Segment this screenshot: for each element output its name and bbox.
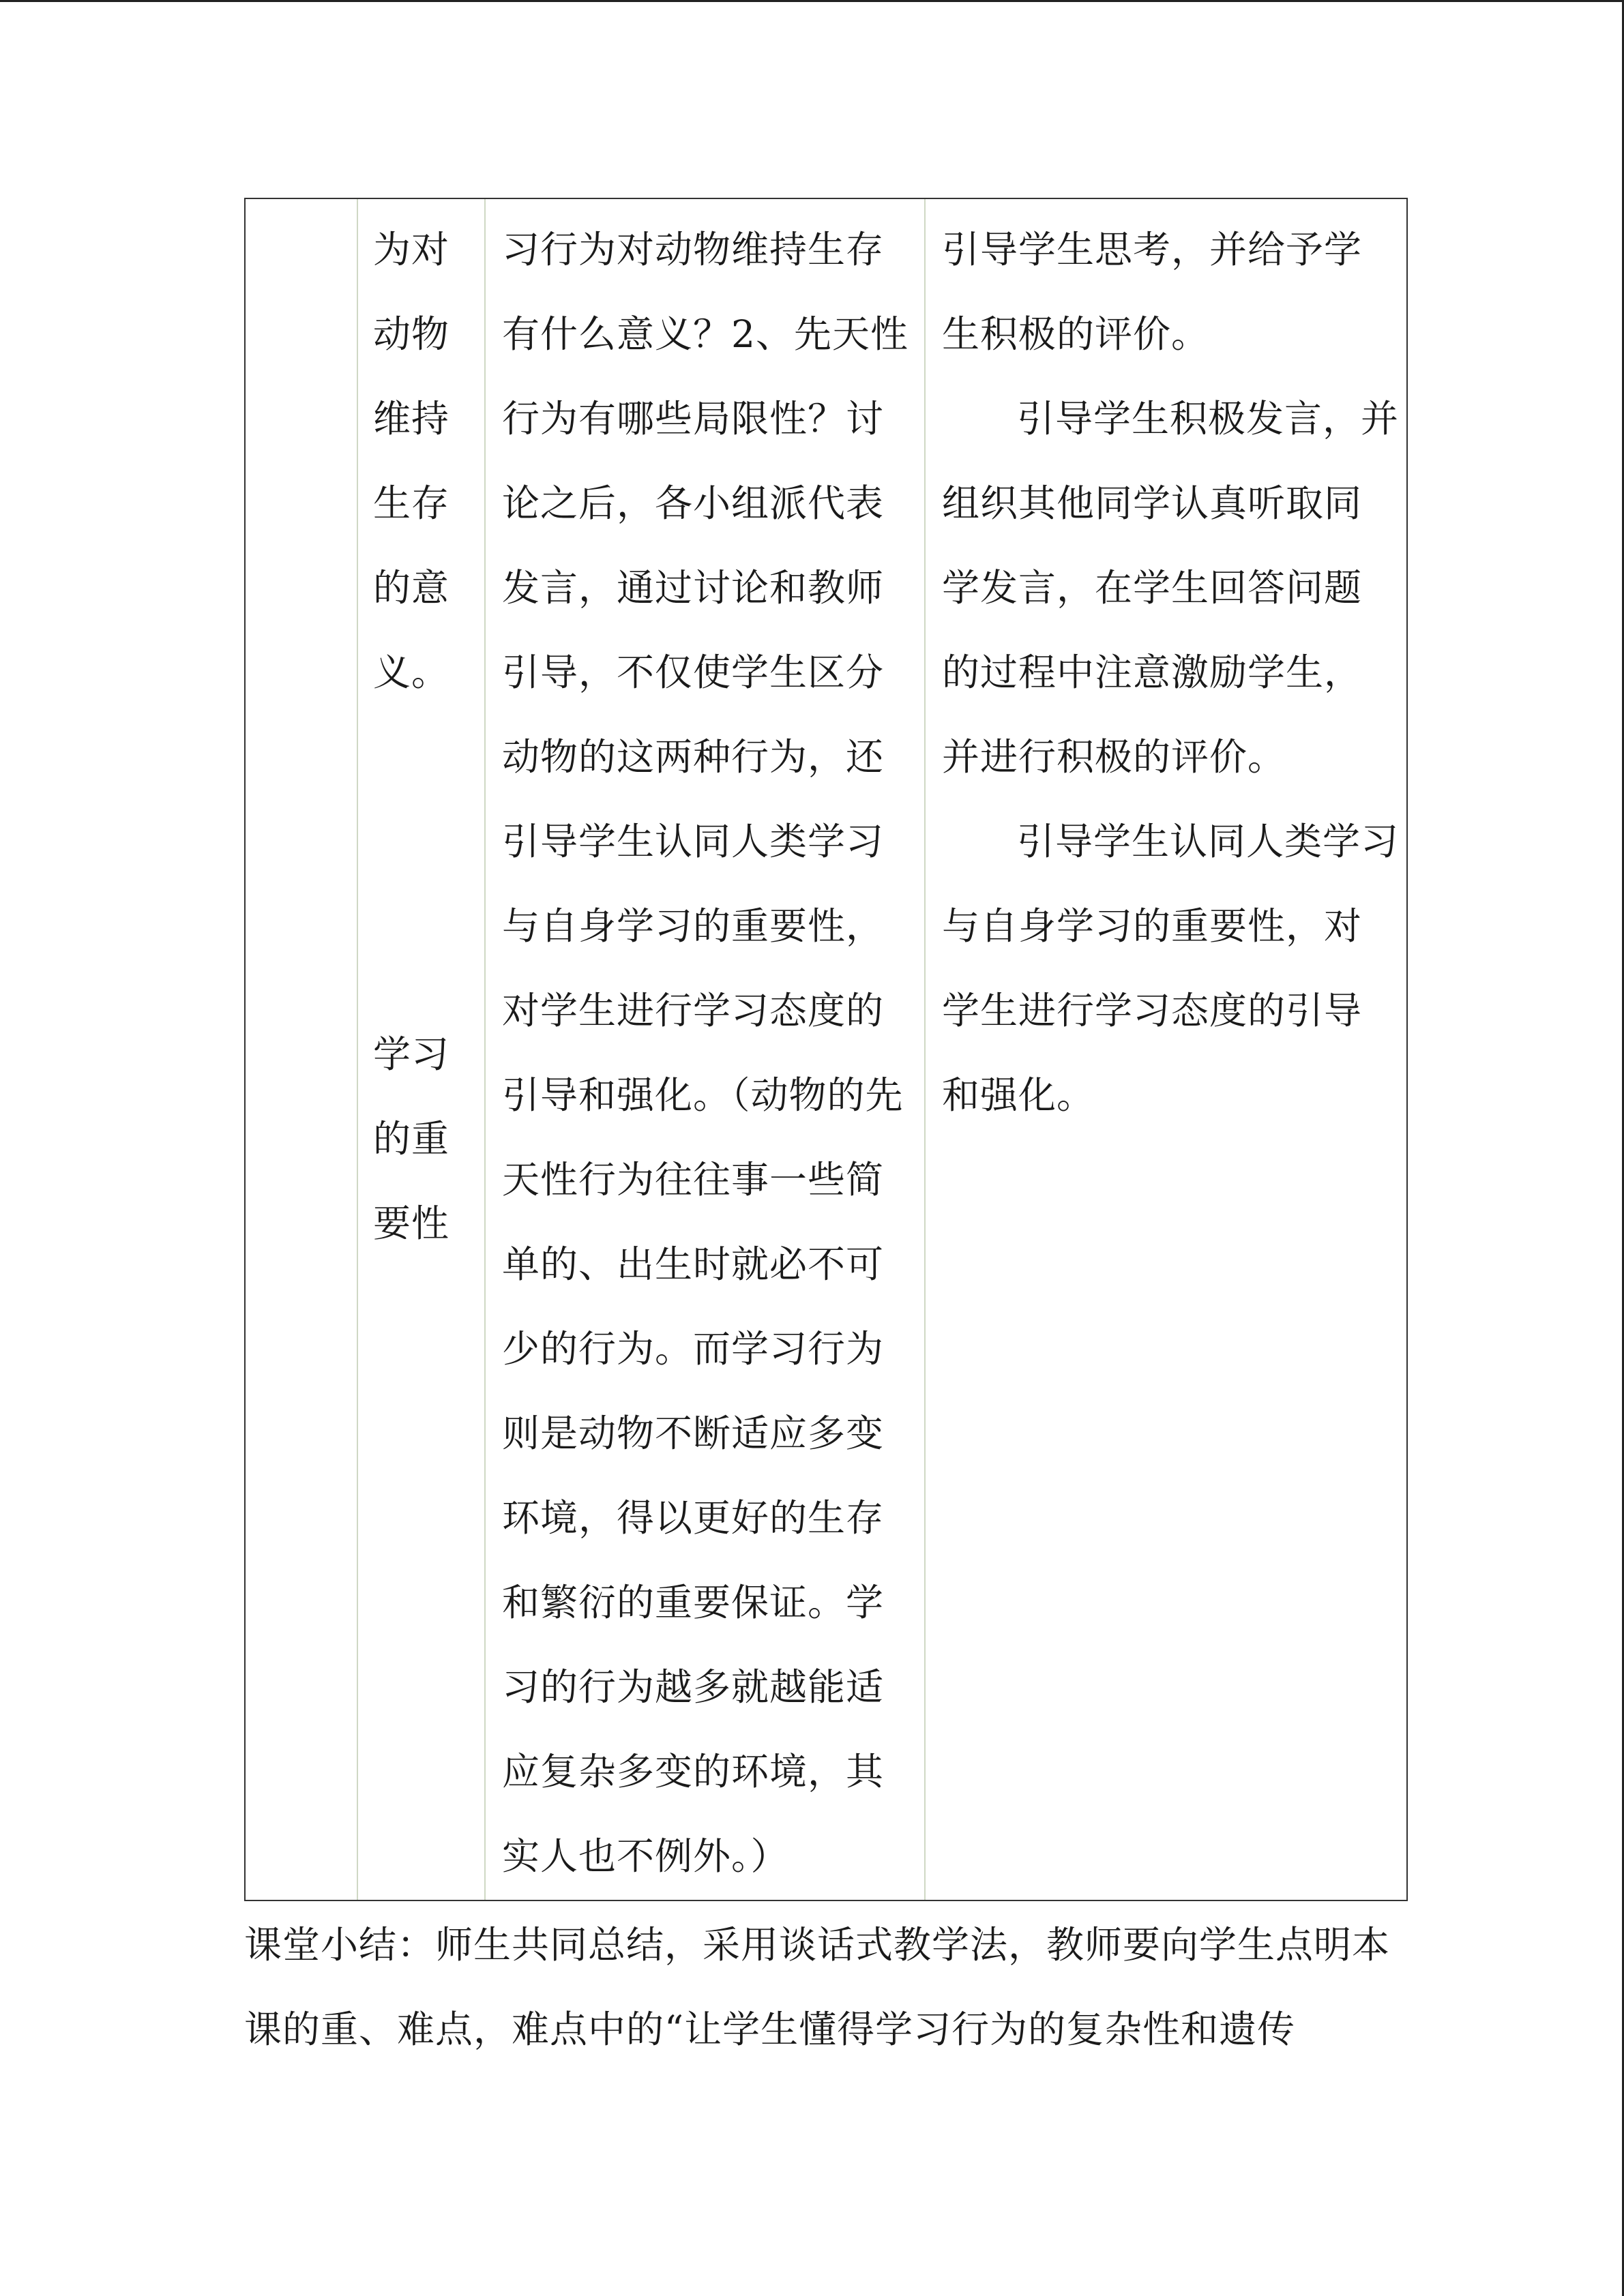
intent-paragraph-1: 引导学生思考，并给予学生积极的评价。 (942, 228, 1363, 356)
lesson-table (244, 198, 1408, 1901)
table-column-activity (484, 199, 924, 1900)
activity-cell-text: 习行为对动物维持生存有什么意义？2、先天性行为有哪些局限性？讨论之后，各小组派代表发言，通过讨论和教师引导，不仅使学生区分动物的这两种行为，还引导学生认同人类学习与自身学习的重要性，对学生进行学习态度的引导和强化。（动物的先天性行为往往事一些简单的、出生时就必不可少的行为。而学习行为则是动物不断适应多变环境，得以更好的生存和繁衍的重要保证。学习的行为越多就越能适应复杂多变的环境，其实人也不例外。） (502, 228, 909, 1878)
table-column-stage (246, 199, 357, 1900)
page-border-top (0, 0, 1624, 2)
table-column-content (357, 199, 484, 1900)
table-column-intent (924, 199, 1409, 1900)
lesson-summary-paragraph: 课堂小结：师生共同总结，采用谈话式教学法，教师要向学生点明本课的重、难点，难点中的“让学生懂得学习行为的复杂性和遗传 (244, 1923, 1391, 2051)
intent-paragraph-3: 引导学生认同人类学习与自身学习的重要性，对学生进行学习态度的引导和强化。 (942, 820, 1400, 1117)
content-cell-significance: 为对动物维持生存的意义。 (373, 228, 450, 694)
content-cell-importance: 学习的重要性 (373, 1032, 450, 1245)
intent-paragraph-2: 引导学生积极发言，并组织其他同学认真听取同学发言，在学生回答问题的过程中注意激励学生，并进行积极的评价。 (942, 397, 1400, 779)
